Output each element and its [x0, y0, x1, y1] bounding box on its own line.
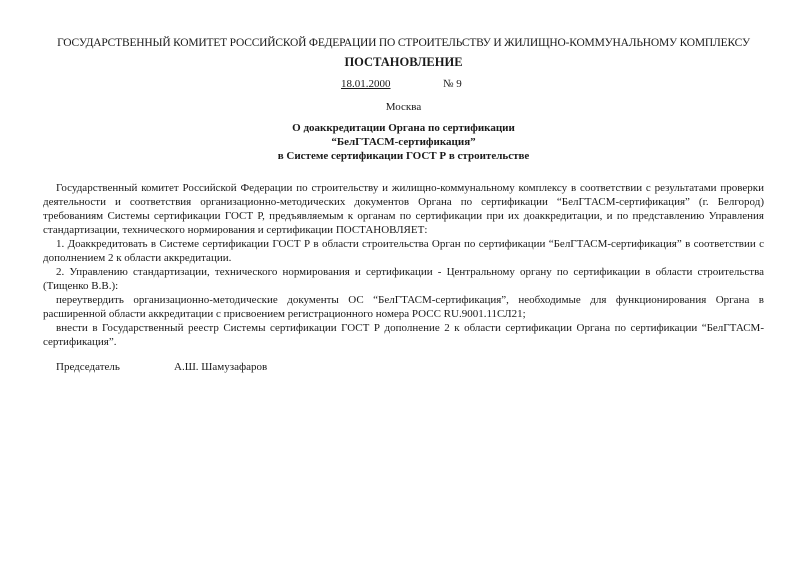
title-line-3: в Системе сертификации ГОСТ Р в строительстве — [277, 150, 530, 162]
body-paragraph: внести в Государственный реестр Системы сертификации ГОСТ Р дополнение 2 к области сертификации Органа по сертификации “БелГТАСМ-сертификация”. — [43, 322, 764, 348]
document-date: 18.01.2000 — [341, 78, 391, 90]
document-title — [0, 121, 807, 163]
document-body — [43, 181, 764, 349]
body-paragraph: Государственный комитет Российской Федерации по строительству и жилищно-коммунальному комплексу в соответствии с результатами проверки деятельности и соответствия организационно-методических документов Органа по сертификации “БелГТАСМ-сертификация” (г. Белгород) требованиям Системы сертификации ГОСТ Р, предъявляемым к органам по сертификации при их доаккредитации, и по представлению Управления стандартизации, технического нормирования и сертификации ПОСТАНОВЛЯЕТ: — [43, 182, 764, 236]
title-line-2: “БелГТАСМ-сертификация” — [331, 136, 476, 148]
document-city: Москва — [385, 101, 422, 113]
document-type: ПОСТАНОВЛЕНИЕ — [344, 55, 463, 69]
signature-position: Председатель — [56, 361, 120, 373]
body-paragraph: переутвердить организационно-методические документы ОС “БелГТАСМ-сертификация”, необходимые для функционирования Органа в расширенной области аккредитации с присвоением регистрационного номера РОСС RU.9001.11СЛ21; — [43, 294, 764, 320]
organization-heading: ГОСУДАРСТВЕННЫЙ КОМИТЕТ РОССИЙСКОЙ ФЕДЕРАЦИИ ПО СТРОИТЕЛЬСТВУ И ЖИЛИЩНО-КОММУНАЛЬНОМУ КОМПЛЕКСУ — [57, 37, 750, 49]
signature-name: А.Ш. Шамузафаров — [174, 361, 268, 373]
body-paragraph: 1. Доаккредитовать в Системе сертификации ГОСТ Р в области строительства Орган по сертификации “БелГТАСМ-сертификация” в соответствии с дополнением 2 к области аккредитации. — [43, 238, 764, 264]
body-paragraph: 2. Управлению стандартизации, технического нормирования и сертификации - Центральному органу по сертификации в области строительства (Тищенко В.В.): — [43, 266, 764, 292]
document-number: № 9 — [443, 78, 462, 90]
title-line-1: О доаккредитации Органа по сертификации — [292, 122, 515, 134]
